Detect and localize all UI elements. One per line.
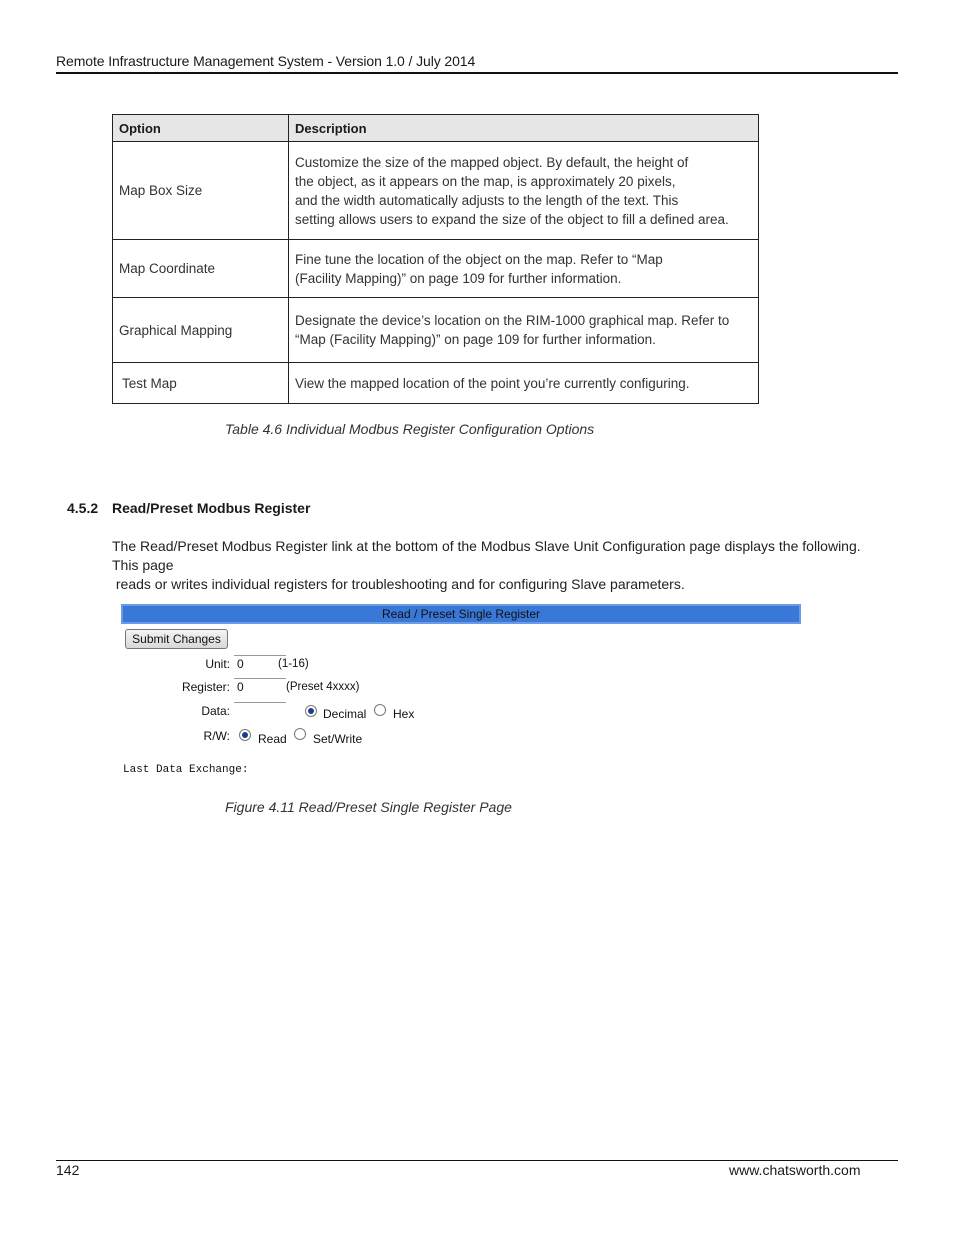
title-bar: Read / Preset Single Register bbox=[121, 604, 801, 624]
read-label: Read bbox=[258, 732, 287, 746]
table-row bbox=[113, 240, 759, 298]
hex-label: Hex bbox=[393, 707, 415, 721]
table-caption: Table 4.6 Individual Modbus Register Configuration Options bbox=[225, 421, 595, 437]
option-cell: Map Coordinate bbox=[113, 240, 289, 298]
footer-url: www.chatsworth.com bbox=[729, 1162, 861, 1178]
column-header-description: Description bbox=[289, 115, 759, 142]
last-data-exchange-label: Last Data Exchange: bbox=[123, 764, 249, 776]
page-header-title: Remote Infrastructure Management System - Version 1.0 / July 2014 bbox=[56, 53, 476, 69]
description-line: View the mapped location of the point you’re currently configuring. bbox=[295, 375, 690, 391]
description-line: (Facility Mapping)” on page 109 for further information. bbox=[295, 270, 622, 286]
register-label: Register: bbox=[181, 680, 230, 694]
read-radio[interactable] bbox=[239, 729, 251, 741]
description-line: “Map (Facility Mapping)” on page 109 for further information. bbox=[295, 332, 656, 347]
decimal-radio[interactable] bbox=[305, 705, 317, 717]
option-cell: Test Map bbox=[113, 363, 289, 404]
description-cell bbox=[289, 298, 759, 363]
table-row bbox=[113, 363, 759, 404]
description-line: Designate the device’s location on the RIM-1000 graphical map. Refer to bbox=[295, 313, 730, 328]
description-line: and the width automatically adjusts to the length of the text. This bbox=[295, 192, 679, 208]
option-cell: Map Box Size bbox=[113, 142, 289, 240]
unit-label: Unit: bbox=[205, 657, 230, 671]
table-row bbox=[113, 142, 759, 240]
figure-caption: Figure 4.11 Read/Preset Single Register Page bbox=[225, 799, 512, 815]
section-number: 4.5.2 bbox=[67, 500, 99, 516]
register-input[interactable] bbox=[234, 678, 286, 695]
table-row bbox=[113, 298, 759, 363]
table-header-row bbox=[113, 115, 759, 142]
description-line: Customize the size of the mapped object. By default, the height of bbox=[295, 154, 689, 170]
description-line: the object, as it appears on the map, is approximately 20 pixels, bbox=[295, 173, 676, 189]
section-title: Read/Preset Modbus Register bbox=[112, 500, 311, 516]
unit-hint: (1-16) bbox=[278, 658, 309, 670]
column-header-option: Option bbox=[113, 115, 289, 142]
body-line: reads or writes individual registers for troubleshooting and for configuring Slave parameters. bbox=[112, 576, 685, 592]
option-cell: Graphical Mapping bbox=[113, 298, 289, 363]
set-write-radio[interactable] bbox=[294, 728, 306, 740]
description-cell bbox=[289, 142, 759, 240]
page-number: 142 bbox=[56, 1162, 80, 1178]
description-cell bbox=[289, 240, 759, 298]
footer-rule bbox=[56, 1160, 898, 1161]
options-table bbox=[112, 114, 759, 404]
register-hint: (Preset 4xxxx) bbox=[286, 681, 360, 693]
hex-radio[interactable] bbox=[374, 704, 386, 716]
description-line: Fine tune the location of the object on the map. Refer to “Map bbox=[295, 251, 663, 267]
data-input[interactable] bbox=[234, 702, 286, 719]
register-page-screenshot bbox=[116, 598, 812, 783]
body-line: The Read/Preset Modbus Register link at the bottom of the Modbus Slave Unit Configuration page displays the following. This page bbox=[112, 538, 861, 573]
submit-changes-button[interactable]: Submit Changes bbox=[125, 629, 228, 649]
data-label: Data: bbox=[201, 704, 230, 718]
decimal-label: Decimal bbox=[323, 707, 367, 721]
set-write-label: Set/Write bbox=[313, 732, 363, 746]
description-cell bbox=[289, 363, 759, 404]
section-body bbox=[112, 537, 872, 594]
description-line: setting allows users to expand the size of the object to fill a defined area. bbox=[295, 211, 729, 227]
header-rule bbox=[56, 72, 898, 74]
rw-label: R/W: bbox=[203, 729, 230, 743]
